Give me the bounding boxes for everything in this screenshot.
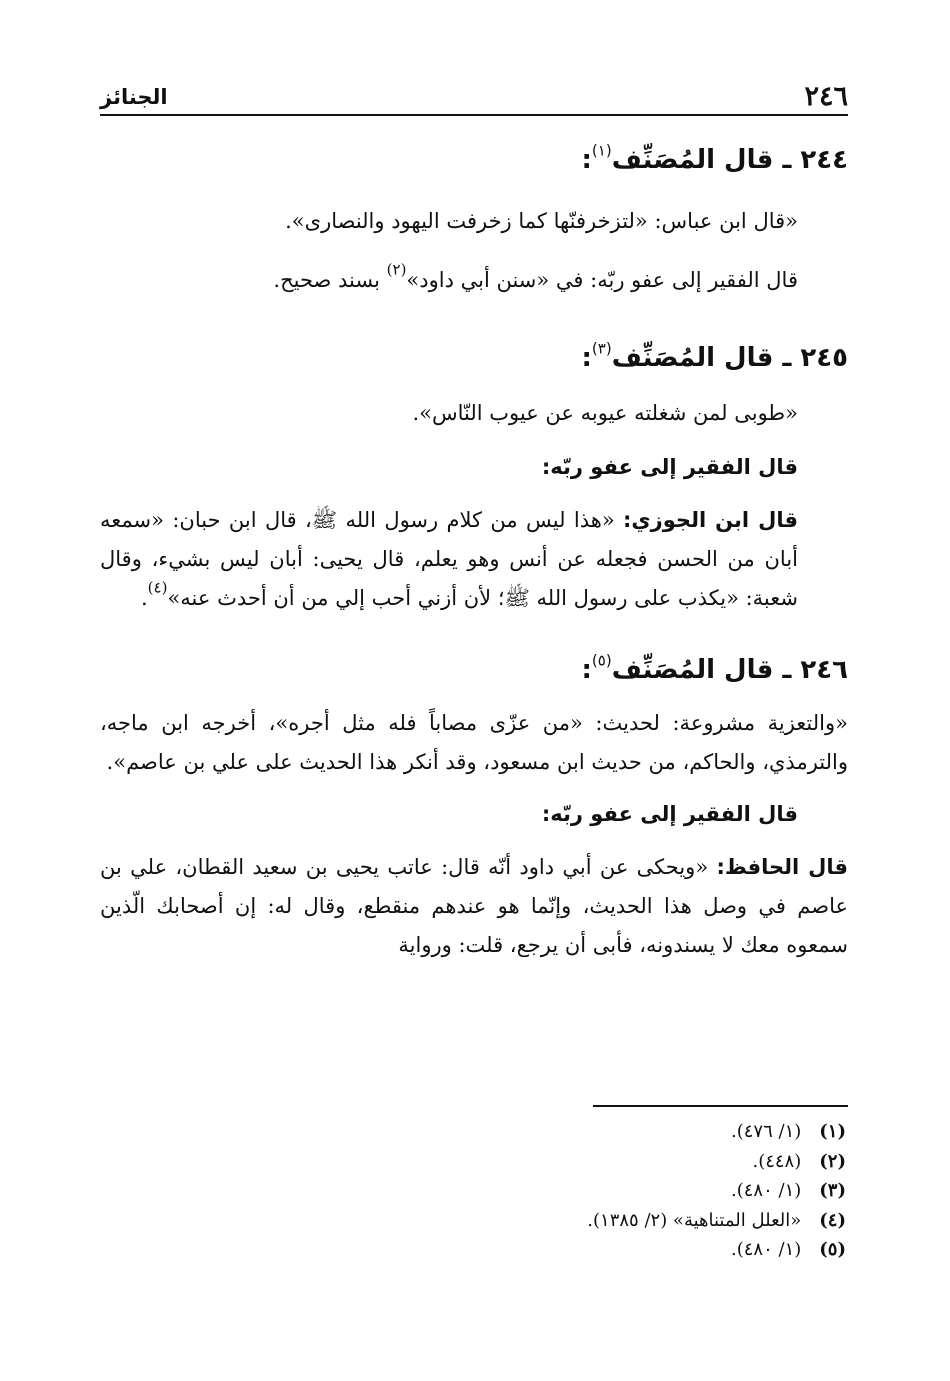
book-page: [100, 78, 848, 965]
entry-quote: «والتعزية مشروعة: لحديث: «من عزّى مصاباً فله مثل أجره»، أخرجه ابن ماجه، والترمذي، والحاكم، من حديث ابن مسعود، وقد أنكر هذا الحديث على علي بن عاصم».: [100, 711, 848, 774]
entry-number: ٢٤٦: [800, 655, 848, 685]
entry-body: [100, 848, 848, 965]
footnote-number: (٤): [819, 1209, 846, 1231]
entry-comment: [100, 261, 848, 300]
entry-heading: [100, 336, 848, 380]
footnote-list: [100, 1117, 848, 1265]
entry-subhead: قال الفقير إلى عفو ربّه:: [541, 455, 798, 479]
entry-heading: [100, 648, 848, 692]
footnote-text: (١/ ٤٨٠).: [731, 1239, 802, 1260]
body-label: قال الحافظ:: [716, 855, 848, 879]
heading-colon: :: [581, 655, 592, 685]
footnote-number: (٢): [819, 1150, 846, 1172]
comment-text: قال الفقير إلى عفو ربّه: في «سنن أبي داود»: [406, 268, 798, 292]
entry-heading-text: ـ قال المُصَنِّف: [611, 343, 792, 373]
footnotes: [100, 1105, 848, 1265]
footnote-item: [100, 1176, 848, 1206]
entry-245: [100, 336, 848, 618]
footnote-ref: (١): [591, 141, 612, 160]
footnote-item: [100, 1206, 848, 1236]
entry-246: [100, 648, 848, 965]
heading-colon: :: [581, 145, 592, 175]
footnote-ref: (٥): [591, 651, 612, 670]
entry-heading-text: ـ قال المُصَنِّف: [611, 655, 792, 685]
footnote-item: [100, 1235, 848, 1265]
entry-244: [100, 138, 848, 300]
footnote-number: (٣): [819, 1180, 846, 1201]
entry-body: [100, 501, 848, 618]
footnote-item: [100, 1147, 848, 1177]
footnote-ref: (٤): [147, 578, 168, 597]
entry-quote: «طوبى لمن شغلته عيوبه عن عيوب النّاس».: [412, 401, 798, 425]
running-header: [100, 78, 848, 116]
entry-subhead: قال الفقير إلى عفو ربّه:: [541, 802, 798, 826]
entry-number: ٢٤٥: [800, 343, 848, 373]
body-text: «هذا ليس من كلام رسول الله ﷺ، قال ابن حبان: «سمعه أبان من الحسن فجعله عن أنس وهو يعلم، قال يحيى: أبان ليس بشيء، وقال شعبة: «يكذب على رسول الله ﷺ؛ لأن أزني أحب إلي من أن أحدث عنه»: [100, 508, 798, 610]
heading-colon: :: [581, 343, 592, 373]
comment-suffix: بسند صحيح.: [273, 268, 387, 292]
footnote-text: «العلل المتناهية» (٢/ ١٣٨٥).: [587, 1209, 802, 1231]
footnote-text: (١/ ٤٧٦).: [731, 1121, 802, 1142]
body-text: «ويحكى عن أبي داود أنّه قال: عاتب يحيى بن سعيد القطان، علي بن عاصم في وصل هذا الحديث، وإنّما هو عندهم منقطع، وقال له: إن أصحابك الّذين سمعوه معك لا يسندونه، فأبى أن يرجع، قلت: ورواية: [100, 855, 848, 957]
footnote-ref: (٣): [591, 339, 612, 358]
footnote-ref: (٢): [386, 260, 407, 279]
footnote-number: (٥): [819, 1239, 846, 1260]
section-title: الجنائز: [100, 85, 168, 109]
entry-number: ٢٤٤: [800, 145, 848, 175]
entry-heading-text: ـ قال المُصَنِّف: [611, 145, 792, 175]
body-label: قال ابن الجوزي:: [623, 508, 798, 532]
footnote-number: (١): [819, 1121, 846, 1142]
footnote-text: (١/ ٤٨٠).: [731, 1180, 802, 1201]
entry-heading: [100, 138, 848, 182]
footnote-divider: [593, 1105, 848, 1107]
page-number: ٢٤٦: [804, 81, 848, 112]
entry-quote: «قال ابن عباس: «لتزخرفنّها كما زخرفت اليهود والنصارى».: [285, 209, 798, 233]
footnote-text: (٤٤٨).: [752, 1150, 802, 1172]
body-end: .: [140, 586, 148, 610]
footnote-item: [100, 1117, 848, 1147]
